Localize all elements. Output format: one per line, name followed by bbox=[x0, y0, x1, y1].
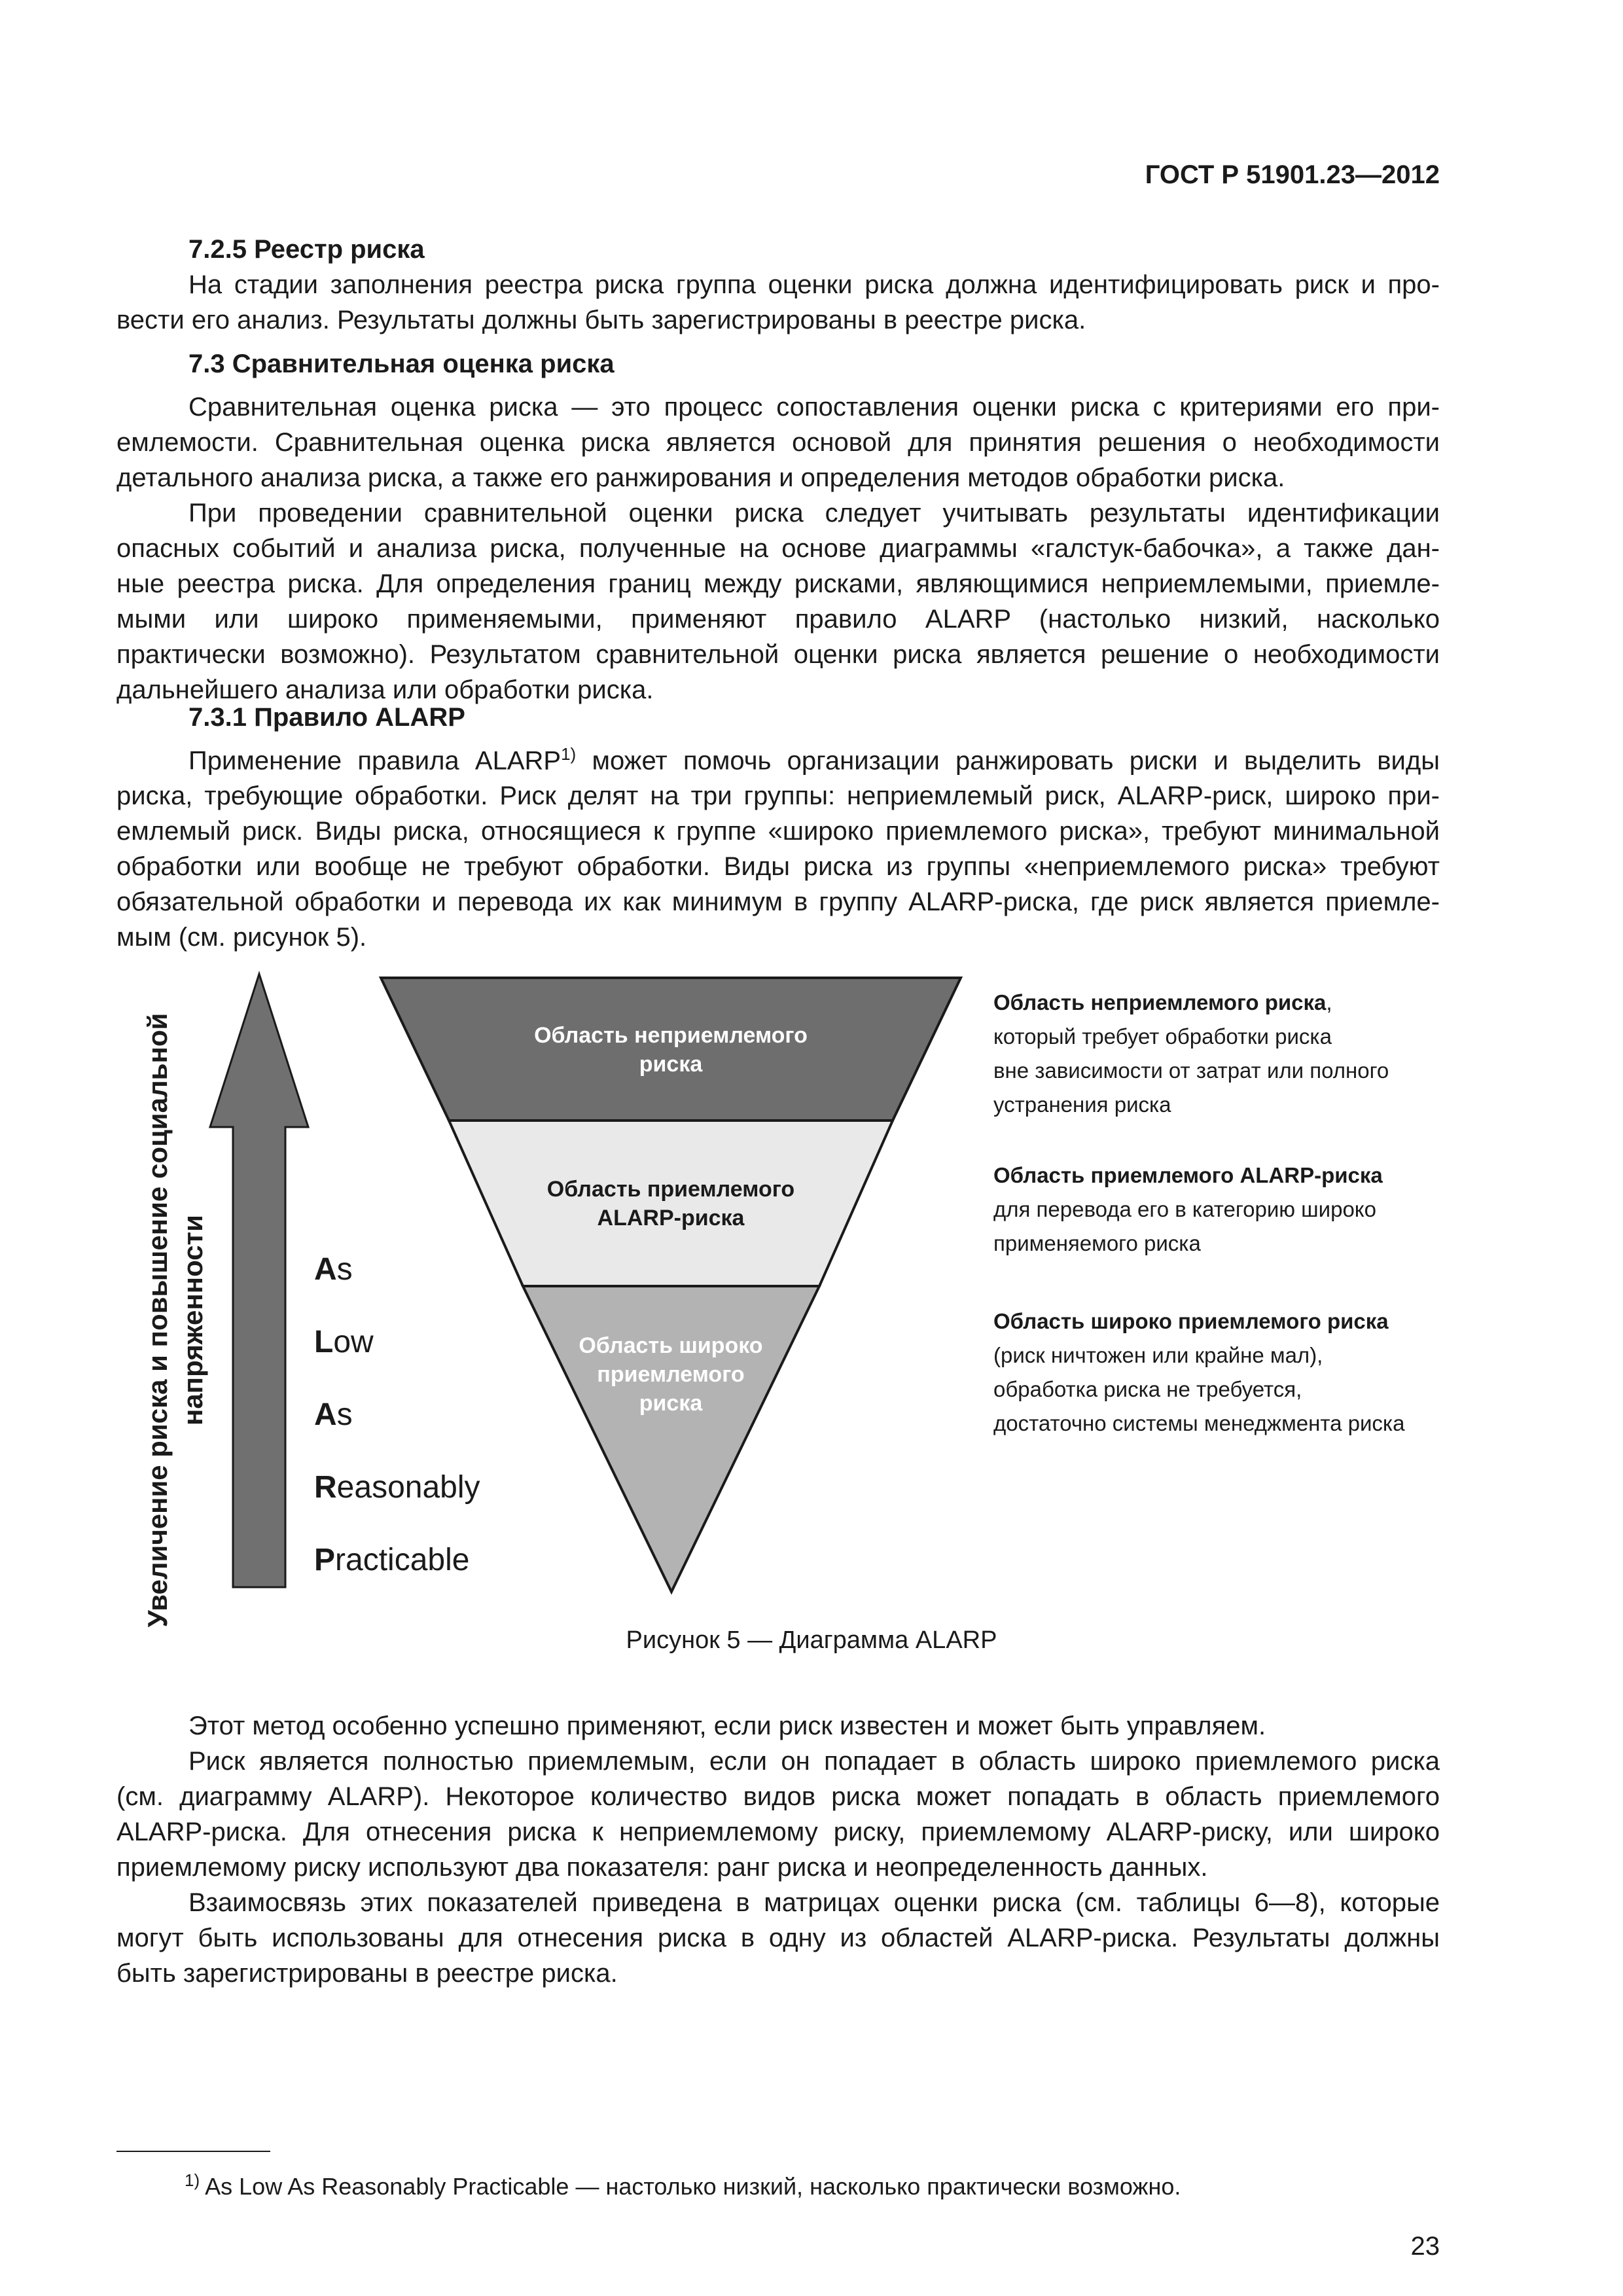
note-title: Область неприемлемого риска bbox=[993, 990, 1327, 1014]
text-line: При проведении сравнительной оценки риска следует учитывать результаты идентификации bbox=[188, 499, 1440, 528]
document-code: ГОСТ Р 51901.23—2012 bbox=[1145, 160, 1440, 189]
alarp-word bbox=[314, 1469, 480, 1505]
text-line: обязательной обработки и перевода их как минимум в группу ALARP-риска, где риск является приемле- bbox=[116, 888, 1440, 917]
risk-increase-arrow bbox=[210, 974, 308, 1587]
zone-label-unacceptable bbox=[497, 1021, 844, 1079]
vertical-label-line: напряженности bbox=[177, 1215, 208, 1426]
note-line: обработка риска не требуется, bbox=[993, 1377, 1302, 1401]
text-line: ные реестра риска. Для определения границ между рисками, являющимися неприемлемыми, приемле- bbox=[116, 569, 1440, 598]
text-line: опасных событий и анализа риска, полученные на основе диаграммы «галстук-бабочка», а также дан- bbox=[116, 534, 1440, 563]
note-line: устранения риска bbox=[993, 1092, 1171, 1117]
text-line: Взаимосвязь этих показателей приведена в матрицах оценки риска (см. таблицы 6—8), которые bbox=[188, 1888, 1440, 1917]
text-line: дальнейшего анализа или обработки риска. bbox=[116, 675, 654, 704]
note-unacceptable bbox=[993, 986, 1452, 1122]
text-line: быть зарегистрированы в реестре риска. bbox=[116, 1959, 618, 1988]
text-line: (см. диаграмму ALARP). Некоторое количество видов риска может попадать в область приемлемого bbox=[116, 1782, 1440, 1811]
section-title-7-3: 7.3 Сравнительная оценка риска bbox=[188, 350, 615, 378]
paragraph-acceptable bbox=[116, 1744, 1440, 1885]
vertical-label-line: Увеличение риска и повышение социальной bbox=[142, 1013, 173, 1628]
alarp-initial: R bbox=[314, 1470, 337, 1505]
text-line: детального анализа риска, а также его ранжирования и определения методов обработки риска. bbox=[116, 463, 1285, 492]
text-line: обработки или вообще не требуют обработки. Виды риска из группы «неприемлемого риска» требуют bbox=[116, 852, 1440, 882]
zone-label-line: риска bbox=[639, 1391, 703, 1416]
alarp-rest: s bbox=[336, 1252, 353, 1287]
note-line: для перевода его в категорию широко bbox=[993, 1197, 1376, 1221]
text-line: риска, требующие обработки. Риск делят на три группы: неприемлемый риск, ALARP-риск, широко при- bbox=[116, 781, 1440, 811]
alarp-word bbox=[314, 1251, 353, 1287]
section-title-7-3-1: 7.3.1 Правило ALARP bbox=[188, 703, 465, 732]
note-line: применяемого риска bbox=[993, 1231, 1201, 1255]
alarp-word bbox=[314, 1397, 353, 1433]
footnote-mark: 1) bbox=[185, 2170, 200, 2190]
text-line: Сравнительная оценка риска — это процесс сопоставления оценки риска с критериями его при- bbox=[188, 393, 1440, 422]
zone-label-alarp bbox=[497, 1175, 844, 1232]
alarp-word bbox=[314, 1542, 469, 1578]
section-title-7-2-5: 7.2.5 Реестр риска bbox=[188, 235, 425, 264]
note-alarp bbox=[993, 1158, 1452, 1261]
note-line: вне зависимости от затрат или полного bbox=[993, 1058, 1389, 1083]
note-title-row bbox=[993, 986, 1452, 1020]
text-line: Риск является полностью приемлемым, если он попадает в область широко приемлемого риска bbox=[188, 1747, 1440, 1776]
text-line: мыми или широко применяемыми, применяют правило ALARP (настолько низкий, насколько bbox=[116, 605, 1440, 634]
footnote bbox=[185, 2170, 1181, 2200]
text-line: вести его анализ. Результаты должны быть зарегистрированы в реестре риска. bbox=[116, 306, 1086, 334]
paragraph-method bbox=[116, 1708, 1440, 1744]
text-fragment: Применение правила ALARP bbox=[188, 746, 562, 776]
alarp-rest: ow bbox=[333, 1325, 374, 1359]
alarp-initial: L bbox=[314, 1325, 334, 1359]
alarp-initial: A bbox=[314, 1252, 337, 1287]
zone-label-line: Область приемлемого bbox=[546, 1177, 795, 1202]
note-line: который требует обработки риска bbox=[993, 1024, 1332, 1049]
zone-label-line: Область широко bbox=[579, 1333, 763, 1358]
text-line: могут быть использованы для отнесения риска в одну из областей ALARP-риска. Результаты должны bbox=[116, 1924, 1440, 1952]
note-title: Область приемлемого ALARP-риска bbox=[993, 1163, 1383, 1187]
zone-label-line: Область неприемлемого bbox=[534, 1023, 808, 1048]
note-title-row bbox=[993, 1158, 1452, 1193]
zone-label-line: риска bbox=[639, 1052, 703, 1077]
alarp-initial: P bbox=[314, 1543, 336, 1577]
alarp-rest: s bbox=[336, 1397, 353, 1432]
note-title-suffix: , bbox=[1326, 990, 1332, 1014]
text-line: Этот метод особенно успешно применяют, если риск известен и может быть управляем. bbox=[188, 1712, 1266, 1740]
note-title: Область широко приемлемого риска bbox=[993, 1309, 1389, 1333]
text-line: ALARP-риска. Для отнесения риска к неприемлемому риску, приемлемому ALARP-риску, или широко bbox=[116, 1818, 1440, 1846]
text-line: мым (см. рисунок 5). bbox=[116, 923, 367, 952]
note-line: достаточно системы менеджмента риска bbox=[993, 1411, 1405, 1435]
text-line: емлемый риск. Виды риска, относящиеся к группе «широко приемлемого риска», требуют минимальной bbox=[116, 817, 1440, 846]
footnote-separator bbox=[116, 2151, 270, 2152]
alarp-rest: easonably bbox=[336, 1470, 480, 1505]
footnote-text: As Low As Reasonably Practicable — настолько низкий, насколько практически возможно. bbox=[200, 2173, 1181, 2200]
footnote-ref: 1) bbox=[561, 744, 577, 764]
alarp-rest: racticable bbox=[335, 1543, 470, 1577]
text-line: практически возможно). Результатом сравнительной оценки риска является решение о необходимости bbox=[116, 640, 1440, 669]
figure-caption: Рисунок 5 — Диаграмма ALARP bbox=[626, 1626, 997, 1654]
text-line: приемлемому риску используют два показателя: ранг риска и неопределенность данных. bbox=[116, 1853, 1208, 1882]
zone-label-line: ALARP-риска bbox=[597, 1206, 745, 1230]
text-fragment: может помочь организации ранжировать риски и выделить виды bbox=[576, 746, 1440, 776]
paragraph-matrices bbox=[116, 1885, 1440, 1991]
alarp-initial: A bbox=[314, 1397, 337, 1432]
zone-label-line: приемлемого bbox=[597, 1362, 745, 1387]
note-broadly-acceptable bbox=[993, 1304, 1452, 1441]
alarp-word bbox=[314, 1324, 374, 1360]
note-line: (риск ничтожен или крайне мал), bbox=[993, 1343, 1323, 1367]
note-title-row bbox=[993, 1304, 1452, 1338]
text-line: На стадии заполнения реестра риска группа оценки риска должна идентифицировать риск и про- bbox=[188, 270, 1440, 299]
page-number: 23 bbox=[1410, 2232, 1440, 2261]
text-line: емлемости. Сравнительная оценка риска является основой для принятия решения о необходимости bbox=[116, 428, 1440, 457]
zone-label-broadly-acceptable bbox=[524, 1331, 818, 1418]
